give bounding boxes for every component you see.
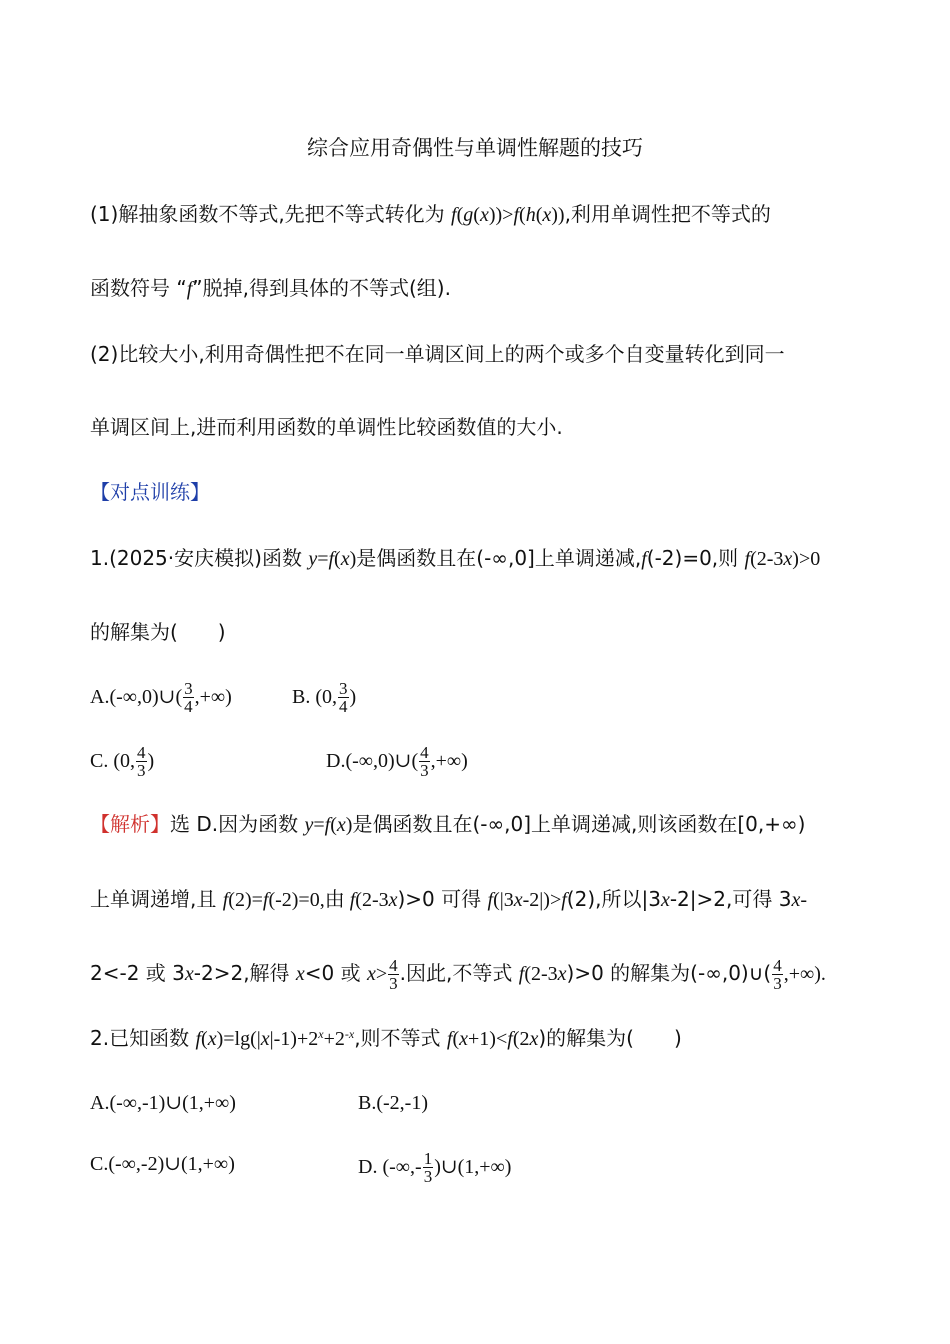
analysis-fraction-2 bbox=[772, 957, 783, 992]
q2-x4: x bbox=[529, 1028, 539, 1050]
analysis-l2a: 上单调递增,且 bbox=[90, 887, 223, 911]
analysis-f3: f bbox=[349, 889, 356, 911]
paren: ( bbox=[334, 548, 341, 570]
q1-c-fraction bbox=[136, 744, 147, 779]
q1-d-fraction bbox=[419, 744, 430, 779]
analysis-l3f: (2-3 bbox=[524, 963, 558, 985]
tip1-line2 bbox=[90, 274, 451, 303]
tip1-text-a: (1)解抽象函数不等式,先把不等式转化为 bbox=[90, 202, 452, 226]
analysis-l2h: (2),所以|3 bbox=[566, 887, 661, 911]
q2-p7: +1)< bbox=[468, 1028, 508, 1050]
paren: ( bbox=[330, 814, 337, 836]
q1-x: x bbox=[340, 548, 350, 570]
analysis-l2f: (|3 bbox=[493, 889, 514, 911]
q1-option-a[interactable] bbox=[90, 680, 232, 715]
q1-mid: 是偶函数且在(-∞,0]上单调递减, bbox=[356, 546, 642, 570]
q2-f2: f bbox=[446, 1028, 453, 1050]
tip1-math-f3: f bbox=[186, 278, 193, 300]
analysis-l2b: (2)= bbox=[228, 889, 263, 911]
analysis-x5: x bbox=[660, 889, 670, 911]
analysis-l3h: ,+∞). bbox=[783, 963, 826, 985]
q1-line1 bbox=[90, 544, 820, 573]
analysis-l1a: 选 D.因为函数 bbox=[170, 812, 305, 836]
analysis-line2 bbox=[90, 885, 807, 914]
q2-d-tail: )∪(1,+∞) bbox=[434, 1156, 512, 1178]
analysis-l3e: .因此,不等式 bbox=[399, 961, 519, 985]
tip1-math-x2: x bbox=[542, 204, 552, 226]
analysis-l2d: (2-3 bbox=[355, 889, 389, 911]
analysis-l3d: > bbox=[375, 963, 388, 985]
numerator: 4 bbox=[420, 743, 429, 762]
q1-ineq-b: )>0 bbox=[792, 548, 821, 570]
q2-option-a[interactable]: A.(-∞,-1)∪(1,+∞) bbox=[90, 1092, 236, 1114]
q1-y: y bbox=[308, 548, 318, 570]
q1-c-tail: ) bbox=[147, 750, 155, 772]
denominator: 3 bbox=[389, 974, 398, 993]
tip1-text-d: ”脱掉,得到具体的不等式(组). bbox=[192, 276, 451, 300]
q2-prefix: 2.已知函数 bbox=[90, 1026, 196, 1050]
analysis-x4: x bbox=[513, 889, 523, 911]
paren: ( bbox=[473, 204, 480, 226]
q2-x: x bbox=[207, 1028, 217, 1050]
denominator: 3 bbox=[137, 761, 146, 780]
q2-p6: ( bbox=[452, 1028, 460, 1050]
analysis-line1 bbox=[90, 810, 805, 839]
q1-x2: x bbox=[783, 548, 793, 570]
analysis-l2g: -2|)> bbox=[522, 889, 562, 911]
q1-b-label: B. (0, bbox=[292, 686, 337, 708]
q1-b-fraction bbox=[338, 680, 349, 715]
q2-option-d[interactable] bbox=[358, 1150, 511, 1185]
numerator: 3 bbox=[339, 679, 348, 698]
q2-d-label: D. (-∞,- bbox=[358, 1156, 422, 1178]
q1-option-b[interactable] bbox=[292, 680, 356, 715]
paren: ( bbox=[456, 204, 464, 226]
tip1-math-f: f bbox=[451, 204, 457, 226]
paren: ))> bbox=[488, 204, 514, 226]
tip1-math-h: h bbox=[525, 204, 536, 226]
analysis-x7: x bbox=[184, 963, 194, 985]
analysis-l2j: - bbox=[800, 889, 808, 911]
paren: ( bbox=[519, 204, 526, 226]
paren: )) bbox=[551, 204, 565, 226]
paren: ) bbox=[345, 814, 353, 836]
q1-c-label: C. (0, bbox=[90, 750, 135, 772]
numerator: 4 bbox=[389, 956, 398, 975]
analysis-tag: 【解析】 bbox=[90, 812, 170, 836]
analysis-f1: f bbox=[222, 889, 229, 911]
q2-option-b[interactable]: B.(-2,-1) bbox=[358, 1092, 428, 1114]
tip1-math-f2: f bbox=[513, 204, 520, 226]
analysis-l3g: )>0 的解集为(-∞,0)∪( bbox=[566, 961, 772, 985]
analysis-f2: f bbox=[262, 889, 269, 911]
q1-option-d[interactable] bbox=[326, 744, 468, 779]
tip1-text-c: 函数符号 “ bbox=[90, 276, 187, 300]
analysis-l3c: <0 或 bbox=[304, 961, 367, 985]
q1-f3: f bbox=[744, 548, 751, 570]
analysis-l3a: 2<-2 或 3 bbox=[90, 961, 185, 985]
denominator: 3 bbox=[420, 761, 429, 780]
q1-a-label: A.(-∞,0)∪( bbox=[90, 686, 183, 708]
analysis-x10: x bbox=[557, 963, 567, 985]
numerator: 3 bbox=[184, 679, 193, 698]
numerator: 4 bbox=[137, 743, 146, 762]
q1-a-tail: ,+∞) bbox=[194, 686, 232, 708]
denominator: 3 bbox=[773, 974, 782, 993]
q2-x3: x bbox=[459, 1028, 469, 1050]
q1-option-c[interactable] bbox=[90, 744, 154, 779]
analysis-x3: x bbox=[388, 889, 398, 911]
q2-x2: x bbox=[260, 1028, 270, 1050]
q2-p5: ,则不等式 bbox=[354, 1026, 447, 1050]
analysis-l2i: -2|>2,可得 3 bbox=[669, 887, 792, 911]
analysis-l2e: )>0 可得 bbox=[397, 887, 488, 911]
q2-option-c[interactable]: C.(-∞,-2)∪(1,+∞) bbox=[90, 1153, 235, 1175]
equals: = bbox=[313, 814, 325, 836]
q2-p9: )的解集为( ) bbox=[538, 1026, 682, 1050]
q1-line2: 的解集为( ) bbox=[90, 620, 226, 644]
analysis-l2c: (-2)=0,由 bbox=[268, 889, 350, 911]
analysis-f4: f bbox=[487, 889, 494, 911]
tip2-line2: 单调区间上,进而利用函数的单调性比较函数值的大小. bbox=[90, 415, 563, 439]
analysis-fraction-1 bbox=[388, 957, 399, 992]
q1-ineq-a: (2-3 bbox=[750, 548, 784, 570]
q2-p1: ( bbox=[201, 1028, 208, 1050]
tip1-math-x: x bbox=[479, 204, 489, 226]
q1-a-fraction bbox=[183, 680, 194, 715]
tip2-line1: (2)比较大小,利用奇偶性把不在同一单调区间上的两个或多个自变量转化到同一 bbox=[90, 342, 785, 366]
q1-f: f bbox=[328, 548, 335, 570]
denominator: 4 bbox=[339, 697, 348, 716]
analysis-l3b: -2>2,解得 bbox=[193, 961, 296, 985]
analysis-x6: x bbox=[791, 889, 801, 911]
q2-p3: |-1)+2 bbox=[269, 1028, 319, 1050]
q1-f2: f bbox=[641, 548, 647, 570]
q2-d-fraction bbox=[423, 1150, 434, 1185]
tip1-math-g: g bbox=[463, 204, 474, 226]
analysis-x9: x bbox=[367, 963, 376, 985]
q1-b-tail: ) bbox=[349, 686, 357, 708]
q1-val: (-2)=0,则 bbox=[646, 546, 745, 570]
q2-f3: f bbox=[507, 1028, 513, 1050]
q2-exp1: x bbox=[318, 1027, 324, 1041]
q2-exp2: -x bbox=[344, 1027, 355, 1041]
analysis-x: x bbox=[336, 814, 346, 836]
page-title: 综合应用奇偶性与单调性解题的技巧 bbox=[307, 136, 643, 160]
analysis-line3 bbox=[90, 957, 826, 992]
analysis-l1b: 是偶函数且在(-∞,0]上单调递减,则该函数在[0,+∞) bbox=[352, 812, 806, 836]
denominator: 3 bbox=[423, 1167, 433, 1186]
numerator: 4 bbox=[773, 956, 782, 975]
q1-d-tail: ,+∞) bbox=[430, 750, 468, 772]
q1-d-label: D.(-∞,0)∪( bbox=[326, 750, 419, 772]
q2-f: f bbox=[195, 1028, 202, 1050]
analysis-f5: f bbox=[561, 889, 567, 911]
practice-heading: 【对点训练】 bbox=[90, 480, 210, 504]
analysis-y: y bbox=[304, 814, 314, 836]
q2-line1 bbox=[90, 1024, 682, 1053]
q2-p8: (2 bbox=[512, 1028, 530, 1050]
tip1-line1 bbox=[90, 200, 771, 229]
q2-p2: )=lg(| bbox=[216, 1028, 261, 1050]
q2-p4: +2 bbox=[323, 1028, 345, 1050]
paren: ) bbox=[349, 548, 357, 570]
equals: = bbox=[317, 548, 329, 570]
analysis-x8: x bbox=[295, 963, 305, 985]
numerator: 1 bbox=[423, 1149, 433, 1168]
q1-prefix: 1.(2025·安庆模拟)函数 bbox=[90, 546, 309, 570]
analysis-f: f bbox=[324, 814, 331, 836]
paren: ( bbox=[535, 204, 543, 226]
denominator: 4 bbox=[184, 697, 193, 716]
analysis-f6: f bbox=[518, 963, 525, 985]
tip1-text-b: ,利用单调性把不等式的 bbox=[564, 202, 771, 226]
